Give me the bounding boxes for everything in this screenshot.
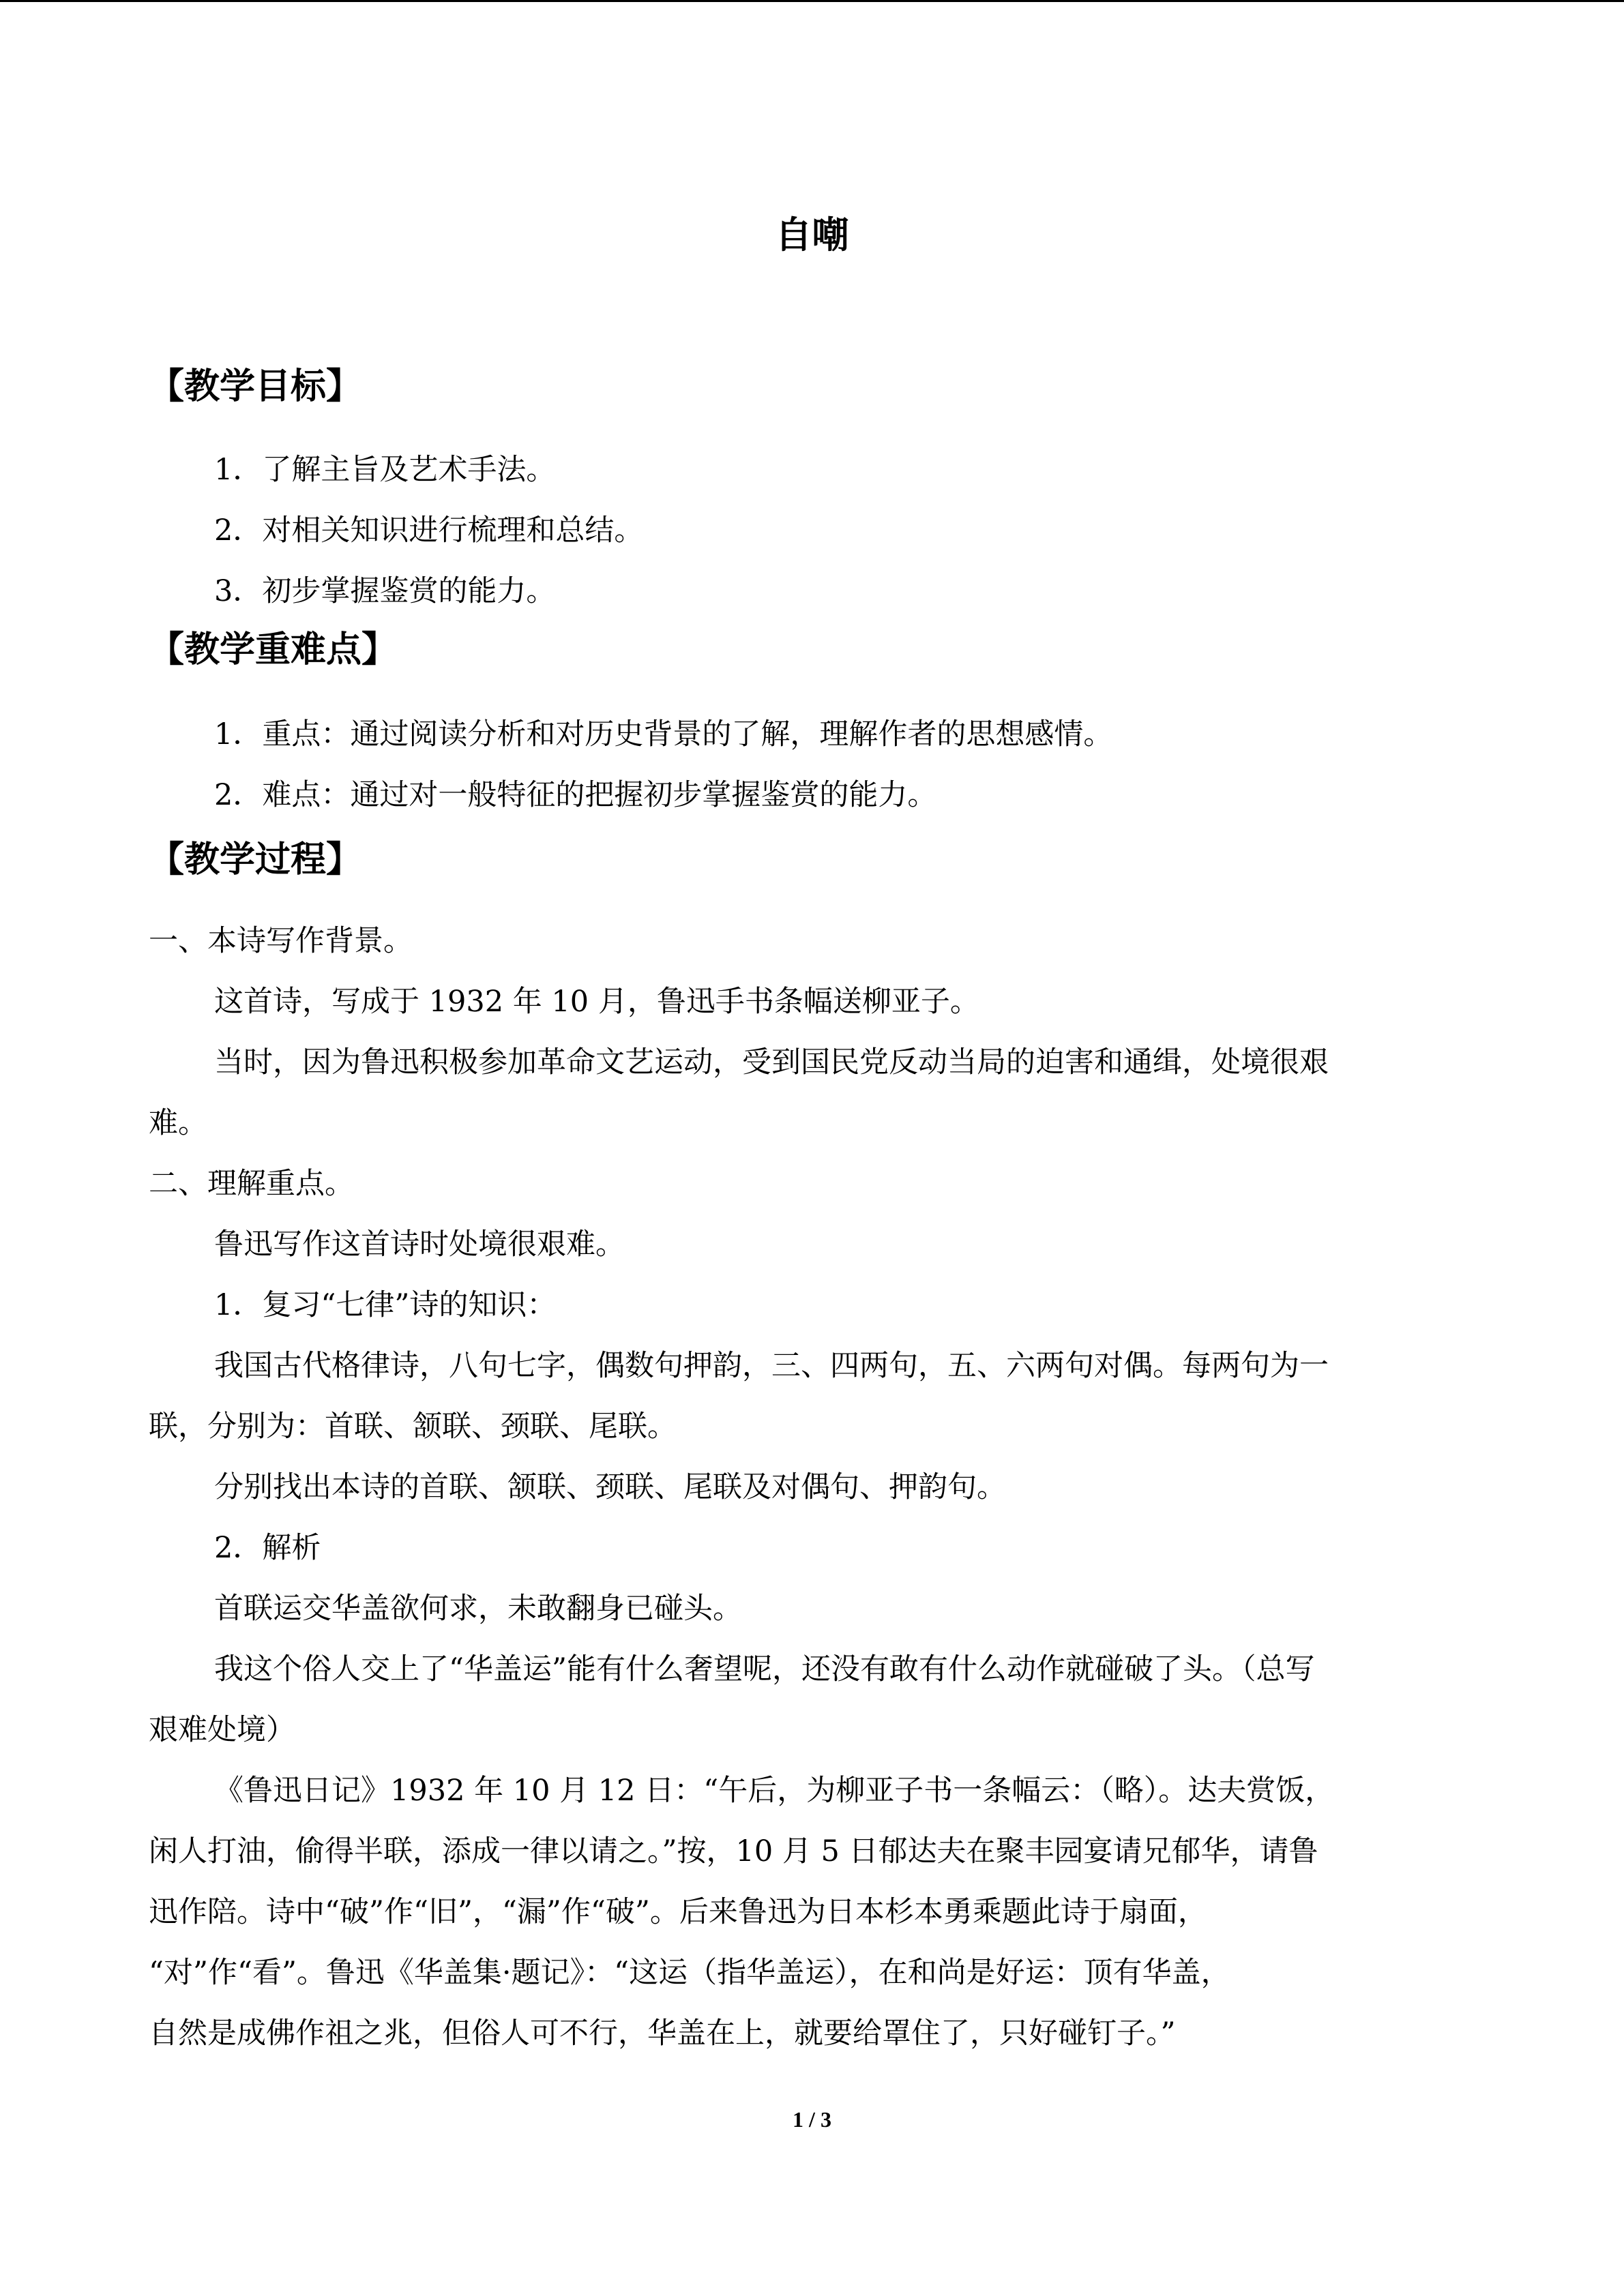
process-paragraph-continued: 艰难处境） [149,1713,295,1747]
page-top-border [0,0,1624,2]
objective-item-2: 2．对相关知识进行梳理和总结。 [214,513,644,548]
process-paragraph: 我这个俗人交上了“华盖运”能有什么奢望呢，还没有敢有什么动作就碰破了头。（总写 [214,1652,1315,1686]
process-paragraph-continued: 迅作陪。诗中“破”作“旧”，“漏”作“破”。后来鲁迅为日本杉本勇乘题此诗于扇面， [149,1895,1207,1929]
heading-process: 【教学过程】 [149,839,362,880]
process-paragraph: 当时，因为鲁迅积极参加革命文艺运动，受到国民党反动当局的迫害和通缉，处境很艰 [214,1045,1329,1079]
process-paragraph-continued: 联，分别为：首联、颔联、颈联、尾联。 [149,1410,677,1444]
heading-objectives: 【教学目标】 [149,366,362,407]
process-paragraph-continued: “对”作“看”。鲁迅《华盖集·题记》：“这运（指华盖运），在和尚是好运：顶有华盖， [149,1956,1230,1990]
process-paragraph: 鲁迅写作这首诗时处境很艰难。 [214,1227,625,1262]
document-title: 自嘲 [775,213,849,256]
objective-item-3: 3．初步掌握鉴赏的能力。 [214,574,556,608]
process-paragraph: 《鲁迅日记》1932 年 10 月 12 日：“午后，为柳亚子书一条幅云：（略）。达夫赏饭， [214,1774,1335,1808]
objective-item-1: 1．了解主旨及艺术手法。 [214,453,556,487]
process-paragraph: 分别找出本诗的首联、颔联、颈联、尾联及对偶句、押韵句。 [214,1470,1006,1504]
heading-key-points: 【教学重难点】 [149,629,398,670]
process-subheading: 1．复习“七律”诗的知识： [214,1288,557,1322]
process-section-1-title: 一、本诗写作背景。 [149,924,413,958]
process-section-2-title: 二、理解重点。 [149,1167,354,1201]
process-paragraph: 我国古代格律诗，八句七字，偶数句押韵，三、四两句，五、六两句对偶。每两句为一 [214,1349,1329,1383]
page-number: 1 / 3 [793,2107,831,2132]
process-paragraph-continued: 闲人打油，偷得半联，添成一律以请之。”按，10 月 5 日郁达夫在聚丰园宴请兄郁华，请鲁 [149,1834,1318,1868]
process-paragraph: 首联运交华盖欲何求，未敢翻身已碰头。 [214,1592,742,1626]
process-paragraph-continued: 难。 [149,1106,207,1140]
process-subheading: 2．解析 [214,1531,321,1565]
key-point-item-2: 2．难点：通过对一般特征的把握初步掌握鉴赏的能力。 [214,778,937,812]
process-paragraph: 这首诗，写成于 1932 年 10 月，鲁迅手书条幅送柳亚子。 [214,985,979,1019]
key-point-item-1: 1．重点：通过阅读分析和对历史背景的了解，理解作者的思想感情。 [214,717,1113,751]
process-paragraph-continued: 自然是成佛作祖之兆，但俗人可不行，华盖在上，就要给罩住了，只好碰钉子。” [149,2016,1176,2051]
